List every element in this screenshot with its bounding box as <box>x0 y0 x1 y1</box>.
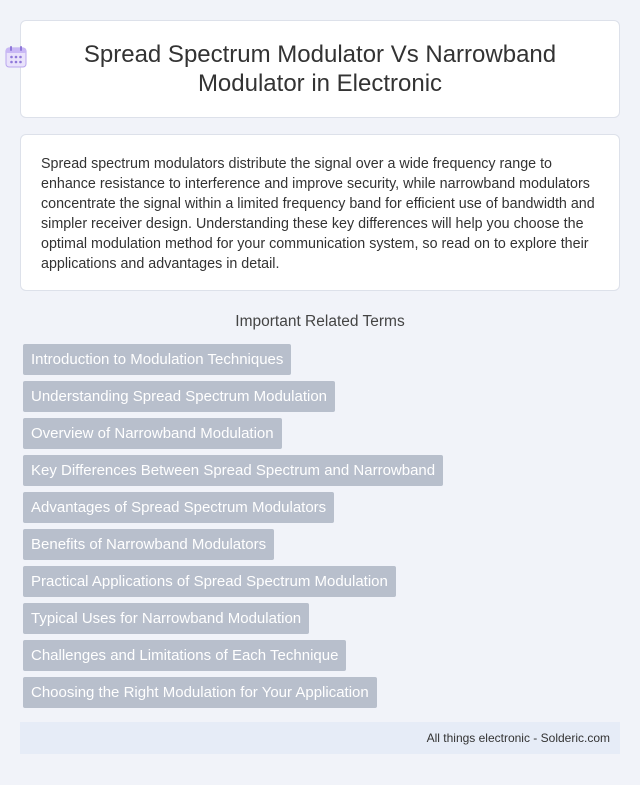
related-term-link[interactable]: Understanding Spread Spectrum Modulation <box>23 381 335 412</box>
calendar-icon <box>3 44 29 70</box>
footer-credit: All things electronic - Solderic.com <box>426 731 610 745</box>
related-term-link[interactable]: Overview of Narrowband Modulation <box>23 418 282 449</box>
related-terms-list <box>23 344 623 714</box>
summary-text: Spread spectrum modulators distribute the signal over a wide frequency range to enhance resistance to interference and improve security, while narrowband modulators concentrate the signal within a limited frequency band for efficient use of bandwidth and simpler receiver design. Understanding these key differences will help you choose the optimal modulation method for your communication system, so read on to explore their applications and advantages in detail. <box>41 156 595 272</box>
summary-card <box>20 134 620 291</box>
footer-bar <box>20 722 620 754</box>
title-wrap <box>45 40 595 98</box>
page-title: Spread Spectrum Modulator Vs Narrowband Modulator in Electronic <box>83 41 557 97</box>
related-term-link[interactable]: Practical Applications of Spread Spectrum Modulation <box>23 566 396 597</box>
related-term-link[interactable]: Choosing the Right Modulation for Your Application <box>23 677 377 708</box>
related-terms-heading: Important Related Terms <box>235 313 405 330</box>
header-card <box>20 20 620 118</box>
related-term-link[interactable]: Benefits of Narrowband Modulators <box>23 529 274 560</box>
related-term-link[interactable]: Challenges and Limitations of Each Technique <box>23 640 346 671</box>
related-term-link[interactable]: Typical Uses for Narrowband Modulation <box>23 603 309 634</box>
related-term-link[interactable]: Key Differences Between Spread Spectrum and Narrowband <box>23 455 443 486</box>
related-term-link[interactable]: Introduction to Modulation Techniques <box>23 344 291 375</box>
related-term-link[interactable]: Advantages of Spread Spectrum Modulators <box>23 492 334 523</box>
